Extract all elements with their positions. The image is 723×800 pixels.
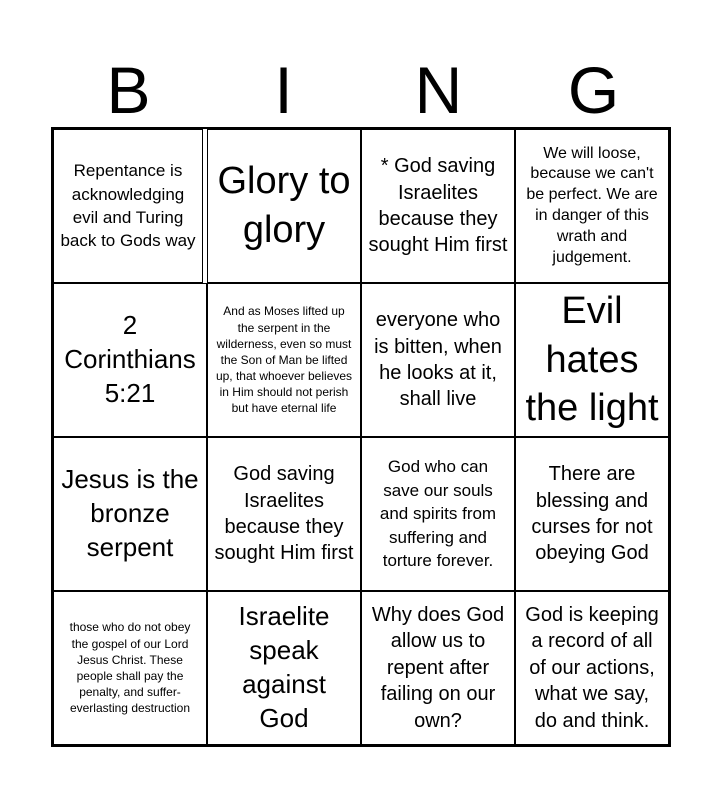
- header-letter-g: G: [567, 53, 620, 127]
- cell-text: Glory to glory: [217, 160, 351, 251]
- cell-text: Jesus is the bronze serpent: [61, 464, 199, 562]
- bingo-cell[interactable]: [515, 283, 669, 437]
- cell-text: * God saving Israelites because they sought Him first: [368, 155, 508, 257]
- cell-text: everyone who is bitten, when he looks at it, shall live: [374, 309, 502, 411]
- bingo-cell[interactable]: [207, 591, 361, 745]
- bingo-cell[interactable]: [53, 129, 203, 283]
- cell-text: those who do not obey the gospel of our Lord Jesus Christ. These people shall pay the penalty, and suffer-everlasting destruction: [69, 620, 191, 716]
- cell-text: And as Moses lifted up the serpent in the wilderness, even so must the Son of Man be lifted up, that whoever believes in Him should not perish but have eternal life: [215, 304, 353, 416]
- bingo-cell[interactable]: [515, 437, 669, 591]
- bingo-cell[interactable]: [207, 437, 361, 591]
- bingo-header: [51, 52, 671, 128]
- bingo-grid: [51, 127, 671, 747]
- bingo-cell[interactable]: [53, 591, 207, 745]
- bingo-cell[interactable]: [361, 591, 515, 745]
- bingo-cell[interactable]: [515, 129, 669, 283]
- cell-text: God saving Israelites because they sought Him first: [214, 463, 354, 565]
- bingo-cell[interactable]: [515, 591, 669, 745]
- header-letter-b: B: [106, 53, 151, 127]
- cell-text: God is keeping a record of all of our actions, what we say, do and think.: [525, 604, 659, 732]
- bingo-cell[interactable]: [361, 283, 515, 437]
- header-letter-n: N: [414, 53, 463, 127]
- bingo-cell[interactable]: [361, 129, 515, 283]
- cell-text: We will loose, because we can't be perfect. We are in danger of this wrath and judgement.: [526, 144, 658, 266]
- bingo-cell[interactable]: [207, 283, 361, 437]
- bingo-cell[interactable]: [207, 129, 361, 283]
- bingo-cell[interactable]: [361, 437, 515, 591]
- cell-text: 2 Corinthians 5:21: [64, 310, 196, 408]
- cell-text: Israelite speak against God: [238, 601, 330, 733]
- bingo-cell[interactable]: [53, 283, 207, 437]
- bingo-cell[interactable]: [53, 437, 207, 591]
- cell-text: God who can save our souls and spirits from suffering and torture forever.: [379, 457, 497, 571]
- cell-text: Why does God allow us to repent after failing on our own?: [371, 604, 505, 732]
- cell-text: Repentance is acknowledging evil and Turing back to Gods way: [60, 161, 196, 251]
- header-letter-i: I: [274, 53, 293, 127]
- cell-text: There are blessing and curses for not obeying God: [531, 463, 653, 565]
- cell-text: Evil hates the light: [525, 290, 659, 430]
